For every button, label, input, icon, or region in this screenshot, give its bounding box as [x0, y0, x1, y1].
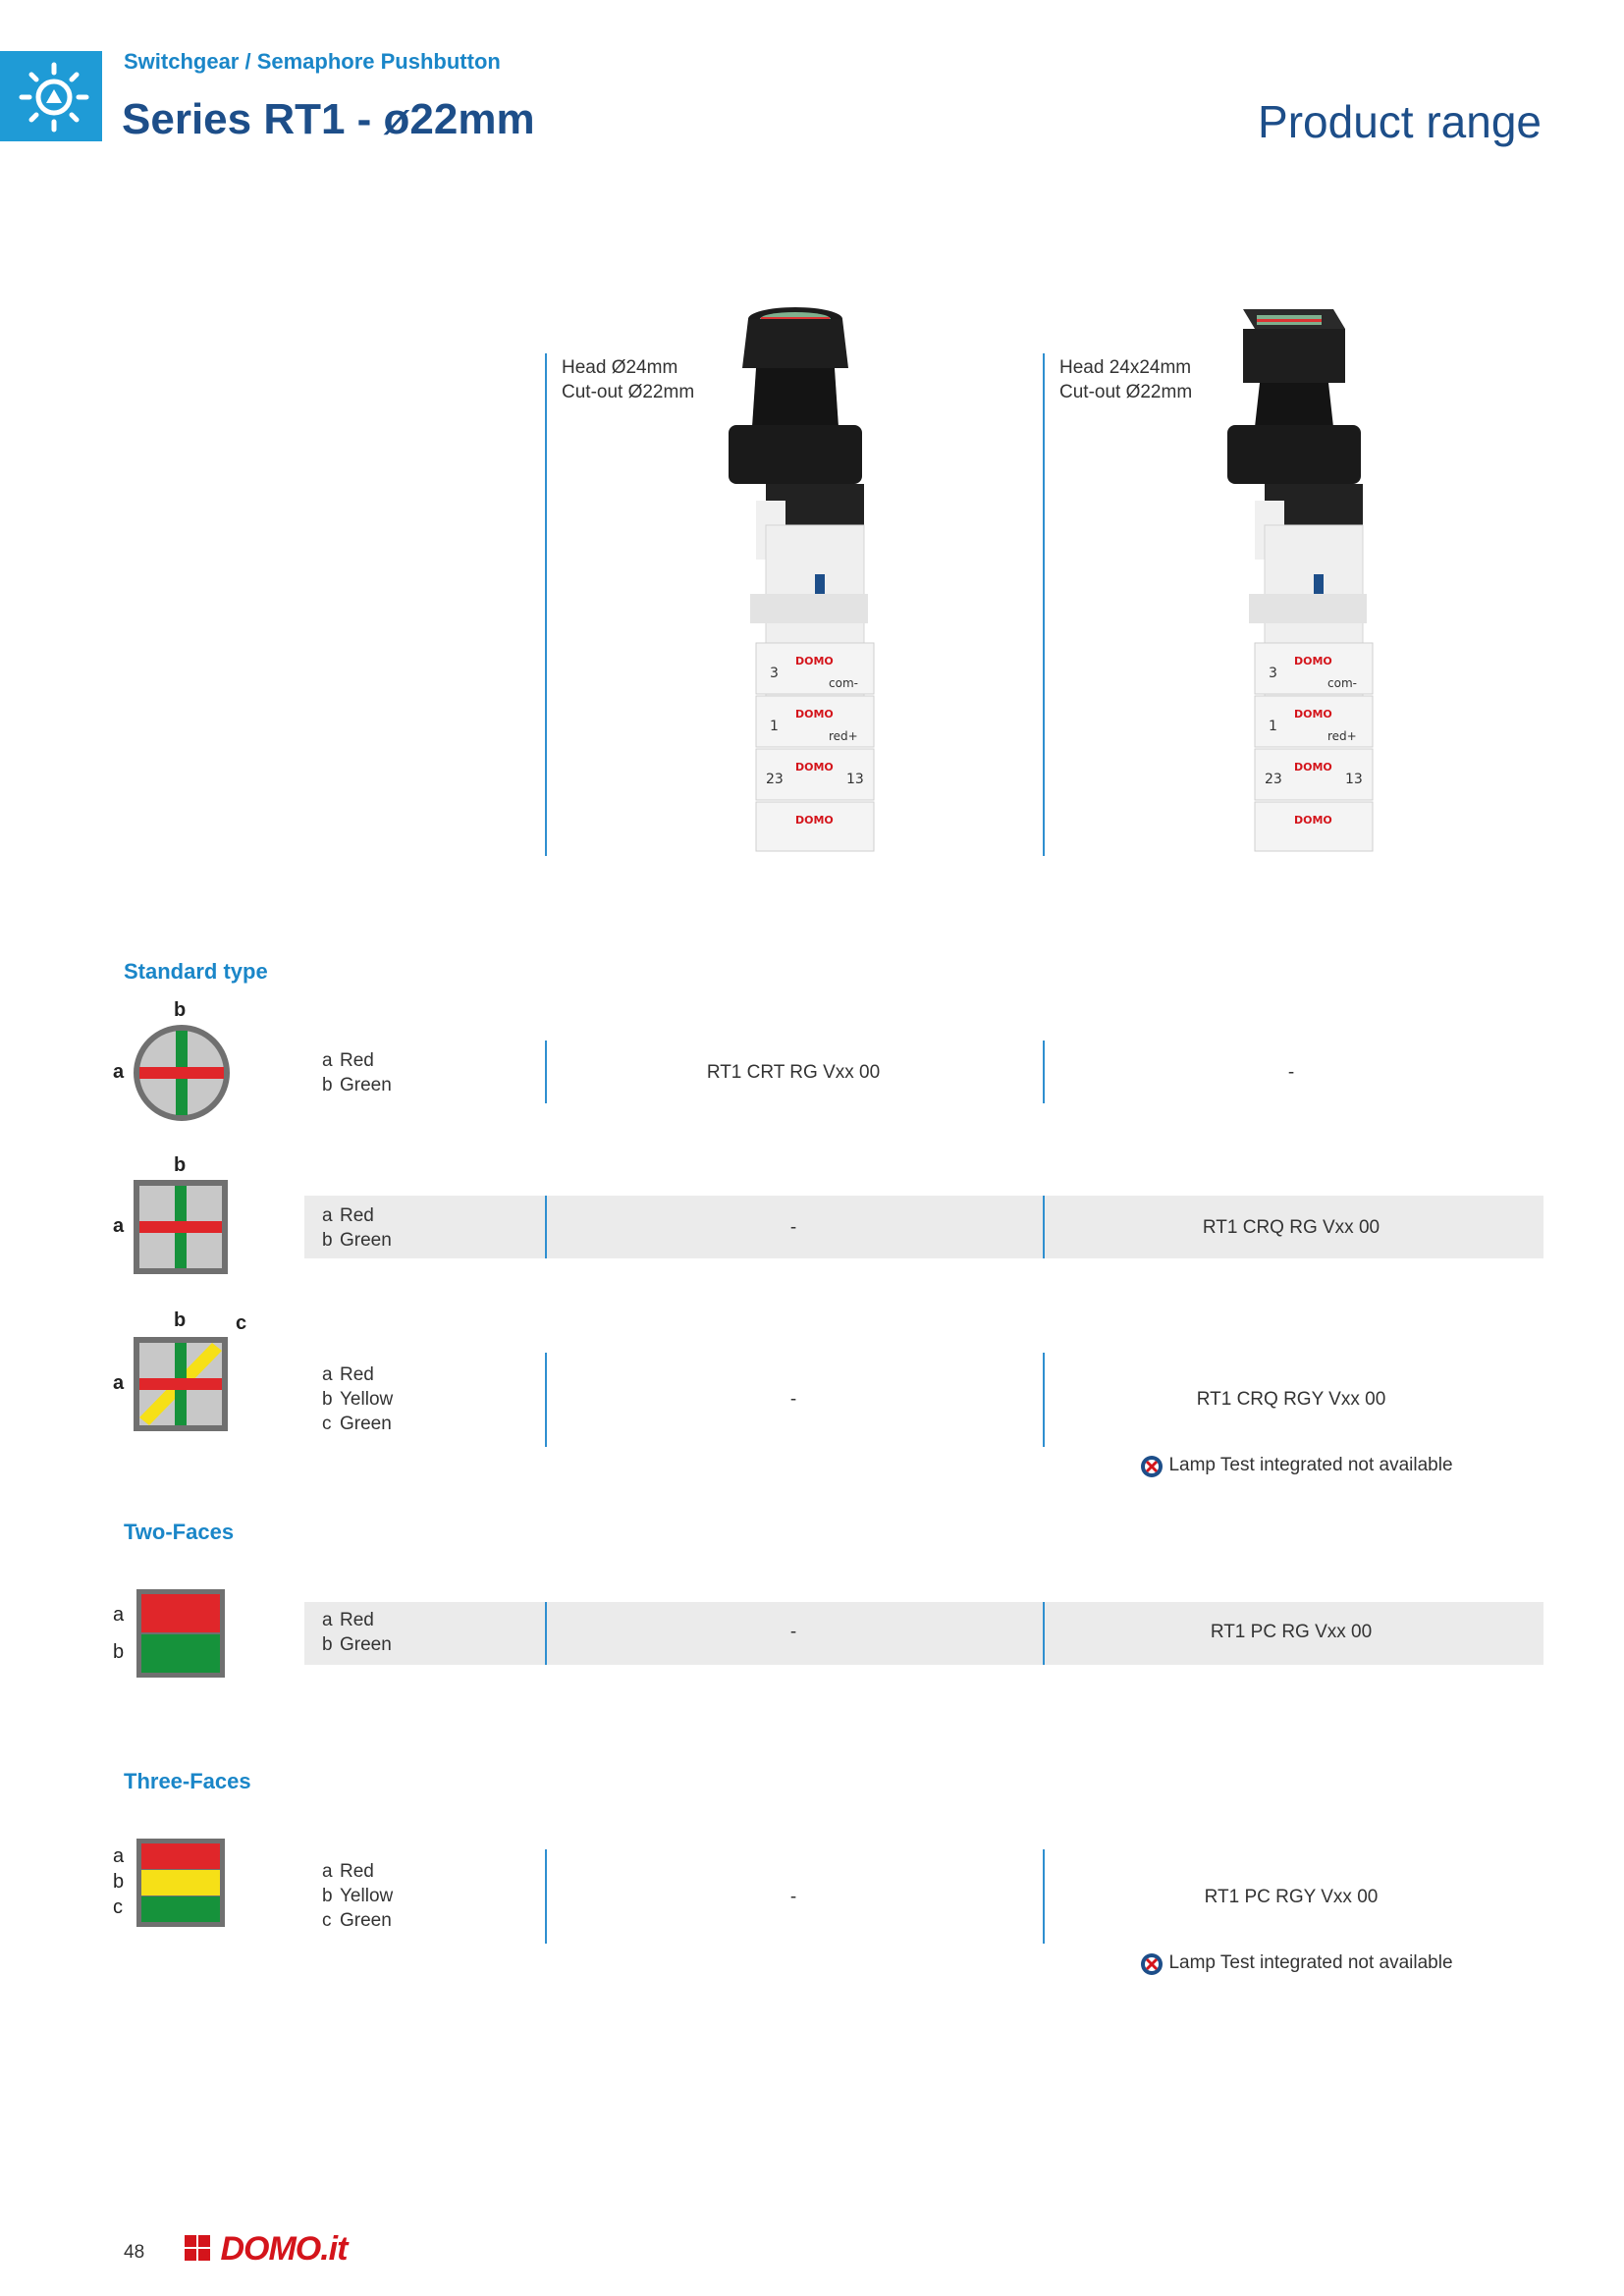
diagram-letter: b: [174, 1309, 187, 1331]
product-code: RT1 CRQ RGY Vxx 00: [1196, 1389, 1386, 1410]
terminal-label: 13: [846, 772, 864, 787]
diagram-letter: a: [113, 1061, 125, 1083]
device-brand: DOMO: [795, 761, 834, 774]
round-head-pushbutton-image: [707, 299, 884, 888]
brand-mark-icon: [185, 2235, 212, 2263]
lamp-test-unavailable-icon: [1139, 1951, 1164, 1977]
product-head-label: Head 24x24mm Cut-out Ø22mm: [1059, 357, 1193, 402]
column-divider: [1043, 1602, 1045, 1665]
terminal-label: 1: [770, 719, 779, 734]
color-legend: a Red b Yellow c Green: [322, 1861, 394, 1931]
terminal-label: 23: [766, 772, 784, 787]
diagram-letter: c: [236, 1312, 247, 1334]
device-brand: DOMO: [1294, 814, 1332, 827]
square-cross-diagram: [134, 1180, 228, 1274]
column-divider: [1043, 353, 1045, 856]
terminal-text: com-: [1327, 676, 1357, 690]
section-title: Two-Faces: [124, 1520, 235, 1544]
device-brand: DOMO: [795, 655, 834, 667]
diagram-letter: a: [113, 1215, 125, 1237]
diagram-letter: c: [113, 1896, 123, 1918]
column-divider: [545, 1602, 547, 1665]
page-number: 48: [124, 2242, 145, 2263]
diagram-letter: b: [174, 1154, 187, 1176]
section-heading: Product range: [1258, 96, 1542, 147]
terminal-label: 3: [770, 666, 779, 681]
section-logo: [0, 51, 102, 141]
product-code: RT1 CRQ RG Vxx 00: [1202, 1217, 1380, 1238]
product-code: -: [789, 1389, 797, 1410]
diagram-letter: b: [113, 1641, 125, 1663]
lamp-test-note: Lamp Test integrated not available: [1139, 1454, 1453, 1479]
product-code: RT1 PC RG Vxx 00: [1210, 1622, 1373, 1642]
product-code: -: [789, 1217, 797, 1238]
three-faces-diagram: [134, 1836, 228, 1930]
diagram-letter: b: [113, 1871, 125, 1893]
column-divider: [545, 1041, 547, 1103]
product-head-label: Head Ø24mm Cut-out Ø22mm: [562, 357, 695, 402]
column-divider: [1043, 1041, 1045, 1103]
page-title: Series RT1 - ø22mm: [122, 95, 535, 143]
square-head-pushbutton-image: [1206, 299, 1382, 888]
terminal-label: 1: [1269, 719, 1277, 734]
square-cross-diagonal-diagram: [134, 1337, 228, 1431]
diagram-letter: b: [174, 999, 187, 1021]
column-divider: [545, 353, 547, 856]
product-code: -: [789, 1622, 797, 1642]
color-legend: a Red b Green: [322, 1050, 392, 1095]
terminal-text: com-: [829, 676, 858, 690]
diagram-letter: a: [113, 1604, 125, 1626]
semaphore-light-icon: [0, 51, 102, 141]
lamp-test-unavailable-icon: [1139, 1454, 1164, 1479]
device-brand: DOMO: [795, 708, 834, 721]
diagram-letter: a: [113, 1372, 125, 1394]
color-legend: a Red b Green: [322, 1610, 392, 1655]
product-code: RT1 CRT RG Vxx 00: [706, 1062, 881, 1083]
breadcrumb: Switchgear / Semaphore Pushbutton: [124, 49, 501, 74]
device-brand: DOMO: [795, 814, 834, 827]
two-faces-diagram: [134, 1586, 228, 1681]
section-title: Three-Faces: [124, 1769, 251, 1793]
column-divider: [545, 1196, 547, 1258]
column-divider: [1043, 1196, 1045, 1258]
section-title: Standard type: [124, 959, 268, 984]
device-brand: DOMO: [1294, 761, 1332, 774]
lamp-test-note: Lamp Test integrated not available: [1139, 1951, 1453, 1977]
diagram-letter: a: [113, 1845, 125, 1867]
device-brand: DOMO: [1294, 708, 1332, 721]
column-divider: [1043, 1849, 1045, 1944]
device-brand: DOMO: [1294, 655, 1332, 667]
product-code: -: [1287, 1062, 1295, 1083]
terminal-label: 13: [1345, 772, 1363, 787]
color-legend: a Red b Yellow c Green: [322, 1364, 394, 1434]
brand-logo: DOMO.it: [185, 2230, 347, 2269]
color-legend: a Red b Green: [322, 1205, 392, 1251]
terminal-label: 23: [1265, 772, 1282, 787]
terminal-text: red+: [829, 729, 858, 743]
terminal-label: 3: [1269, 666, 1277, 681]
column-divider: [545, 1849, 547, 1944]
column-divider: [1043, 1353, 1045, 1447]
column-divider: [545, 1353, 547, 1447]
product-code: -: [789, 1887, 797, 1907]
product-code: RT1 PC RGY Vxx 00: [1204, 1887, 1379, 1907]
terminal-text: red+: [1327, 729, 1357, 743]
round-cross-diagram: [134, 1025, 230, 1121]
